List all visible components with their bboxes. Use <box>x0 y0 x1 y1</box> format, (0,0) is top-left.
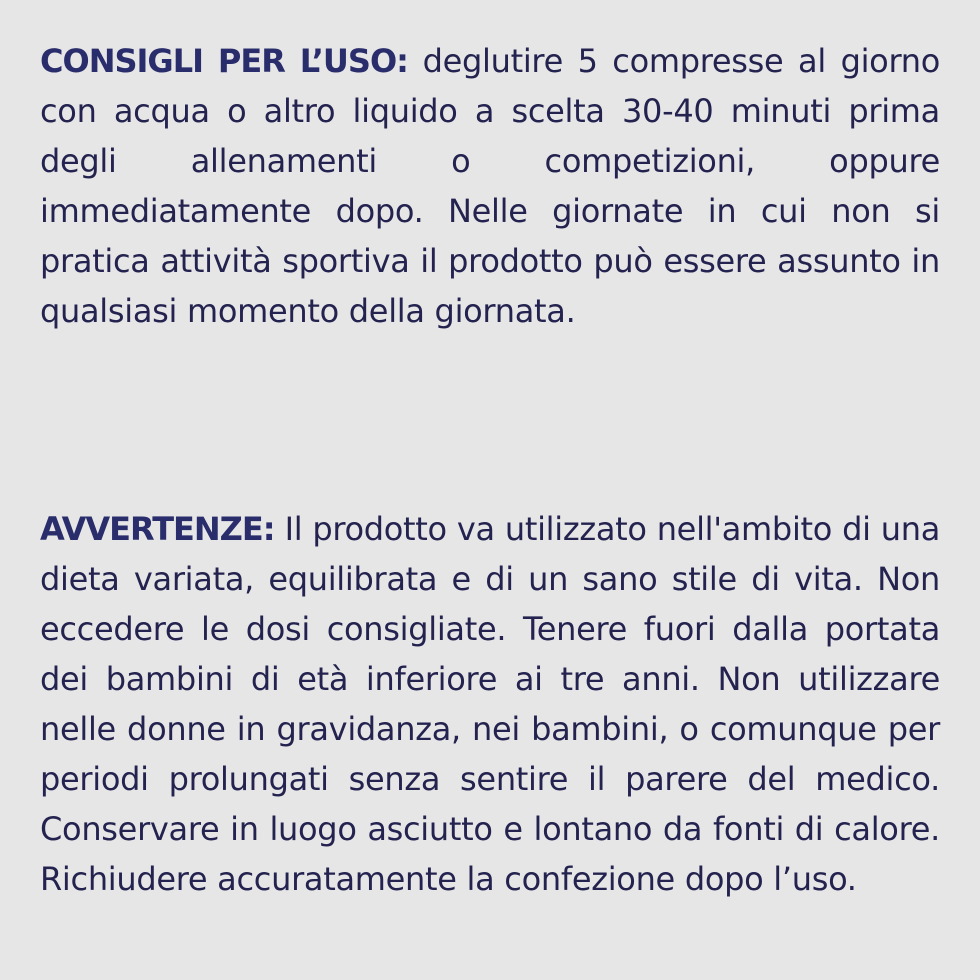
usage-instructions <box>40 36 940 336</box>
usage-text: deglutire 5 compresse al giorno con acqua o altro liquido a scelta 30-40 minuti prima degli allenamenti o competizioni, oppure immediatamente dopo. Nelle giornate in cui non si pratica attività sportiva il prodotto può essere assunto in qualsiasi momento della giornata. <box>40 42 941 330</box>
warnings-text: Il prodotto va utilizzato nell'ambito di una dieta variata, equilibrata e di un sano stile di vita. Non eccedere le dosi consigliate. Tenere fuori dalla portata dei bambini di età inferiore ai tre anni. Non utilizzare nelle donne in gravidanza, nei bambini, o comunque per periodi prolungati senza sentire il parere del medico. Conservare in luogo asciutto e lontano da fonti di calore. Richiudere accuratamente la confezione dopo l’uso. <box>40 510 940 898</box>
warnings-heading: AVVERTENZE: <box>40 510 275 548</box>
warnings-section <box>40 504 940 904</box>
usage-heading: CONSIGLI PER L’USO: <box>40 42 408 80</box>
